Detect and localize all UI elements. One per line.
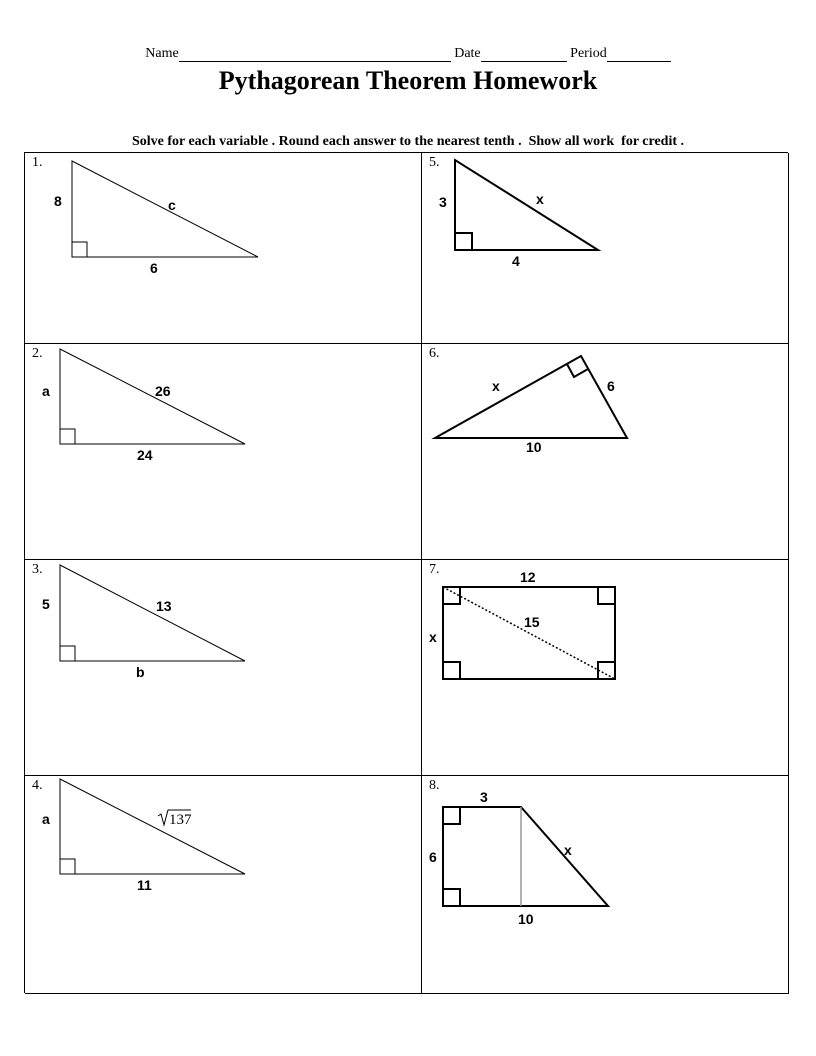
triangle-shape (60, 779, 245, 874)
diagonal-line (443, 587, 615, 679)
side-label-base: b (136, 664, 145, 680)
problem-6 (422, 344, 789, 560)
problem-5 (422, 153, 789, 344)
trapezoid-shape (443, 807, 608, 906)
side-label-base: 10 (518, 911, 534, 927)
period-label: Period (570, 46, 607, 61)
name-label: Name (145, 46, 179, 61)
problem-2 (25, 344, 422, 560)
side-label-base: 4 (512, 253, 520, 269)
side-label-top: 12 (520, 569, 536, 585)
right-angle-marker (598, 587, 615, 604)
side-label-hypotenuse: 13 (156, 598, 172, 614)
side-label-hypotenuse: c (168, 197, 176, 213)
problem-7 (422, 560, 789, 776)
side-label-hypotenuse: 137 (169, 812, 192, 828)
side-label-base: 10 (526, 439, 542, 455)
right-angle-marker (72, 242, 87, 257)
hypotenuse-label-group (158, 810, 192, 828)
right-angle-marker (60, 859, 75, 874)
problem-number: 1. (32, 155, 43, 170)
trapezoid-diagram (422, 776, 789, 994)
side-label-vertical: 3 (439, 194, 447, 210)
rectangle-diagram (422, 560, 789, 776)
side-label-slant: x (564, 842, 572, 858)
problem-number: 3. (32, 562, 43, 577)
right-triangle-diagram (25, 344, 422, 560)
side-label-short: 6 (607, 378, 615, 394)
problem-3 (25, 560, 422, 776)
problem-grid (24, 152, 788, 993)
date-blank[interactable] (481, 47, 567, 62)
period-blank[interactable] (607, 47, 671, 62)
side-label-base: 11 (137, 877, 152, 893)
right-angle-marker (598, 662, 615, 679)
name-blank[interactable] (179, 47, 451, 62)
triangle-shape (60, 349, 245, 444)
side-label-hypotenuse: x (536, 191, 544, 207)
side-label-base: 24 (137, 447, 153, 463)
side-label-left: 6 (429, 849, 437, 865)
right-triangle-diagram (422, 344, 789, 560)
instructions: Solve for each variable . Round each answer to the nearest tenth . Show all work for credit . (131, 134, 685, 149)
right-angle-marker (443, 889, 460, 906)
problem-4 (25, 776, 422, 994)
side-label-vertical: a (42, 811, 50, 827)
triangle-shape (72, 161, 258, 257)
right-angle-marker (60, 646, 75, 661)
diagonal-label: 15 (524, 614, 540, 630)
problem-number: 7. (429, 562, 440, 577)
right-angle-marker (455, 233, 472, 250)
right-angle-marker (443, 662, 460, 679)
problem-number: 8. (429, 778, 440, 793)
side-label-hypotenuse-x: x (492, 378, 500, 394)
problem-1 (25, 153, 422, 344)
problem-8 (422, 776, 789, 994)
right-triangle-diagram (25, 560, 422, 776)
right-triangle-diagram (25, 153, 422, 344)
triangle-shape (455, 160, 598, 250)
triangle-shape (435, 356, 627, 438)
right-triangle-diagram (25, 776, 422, 994)
side-label-left: x (429, 629, 437, 645)
right-triangle-diagram (422, 153, 789, 344)
triangle-shape (60, 565, 245, 661)
page-title: Pythagorean Theorem Homework (218, 66, 598, 95)
side-label-vertical: 5 (42, 596, 50, 612)
right-angle-marker (443, 807, 460, 824)
problem-number: 5. (429, 155, 440, 170)
right-angle-marker (567, 364, 588, 377)
right-angle-marker (60, 429, 75, 444)
problem-number: 2. (32, 346, 43, 361)
side-label-vertical: a (42, 383, 50, 399)
side-label-top: 3 (480, 789, 488, 805)
student-info-line (0, 46, 816, 62)
date-label: Date (454, 46, 481, 61)
side-label-vertical: 8 (54, 193, 62, 209)
side-label-base: 6 (150, 260, 158, 276)
side-label-hypotenuse: 26 (155, 383, 171, 399)
problem-number: 4. (32, 778, 43, 793)
problem-number: 6. (429, 346, 440, 361)
